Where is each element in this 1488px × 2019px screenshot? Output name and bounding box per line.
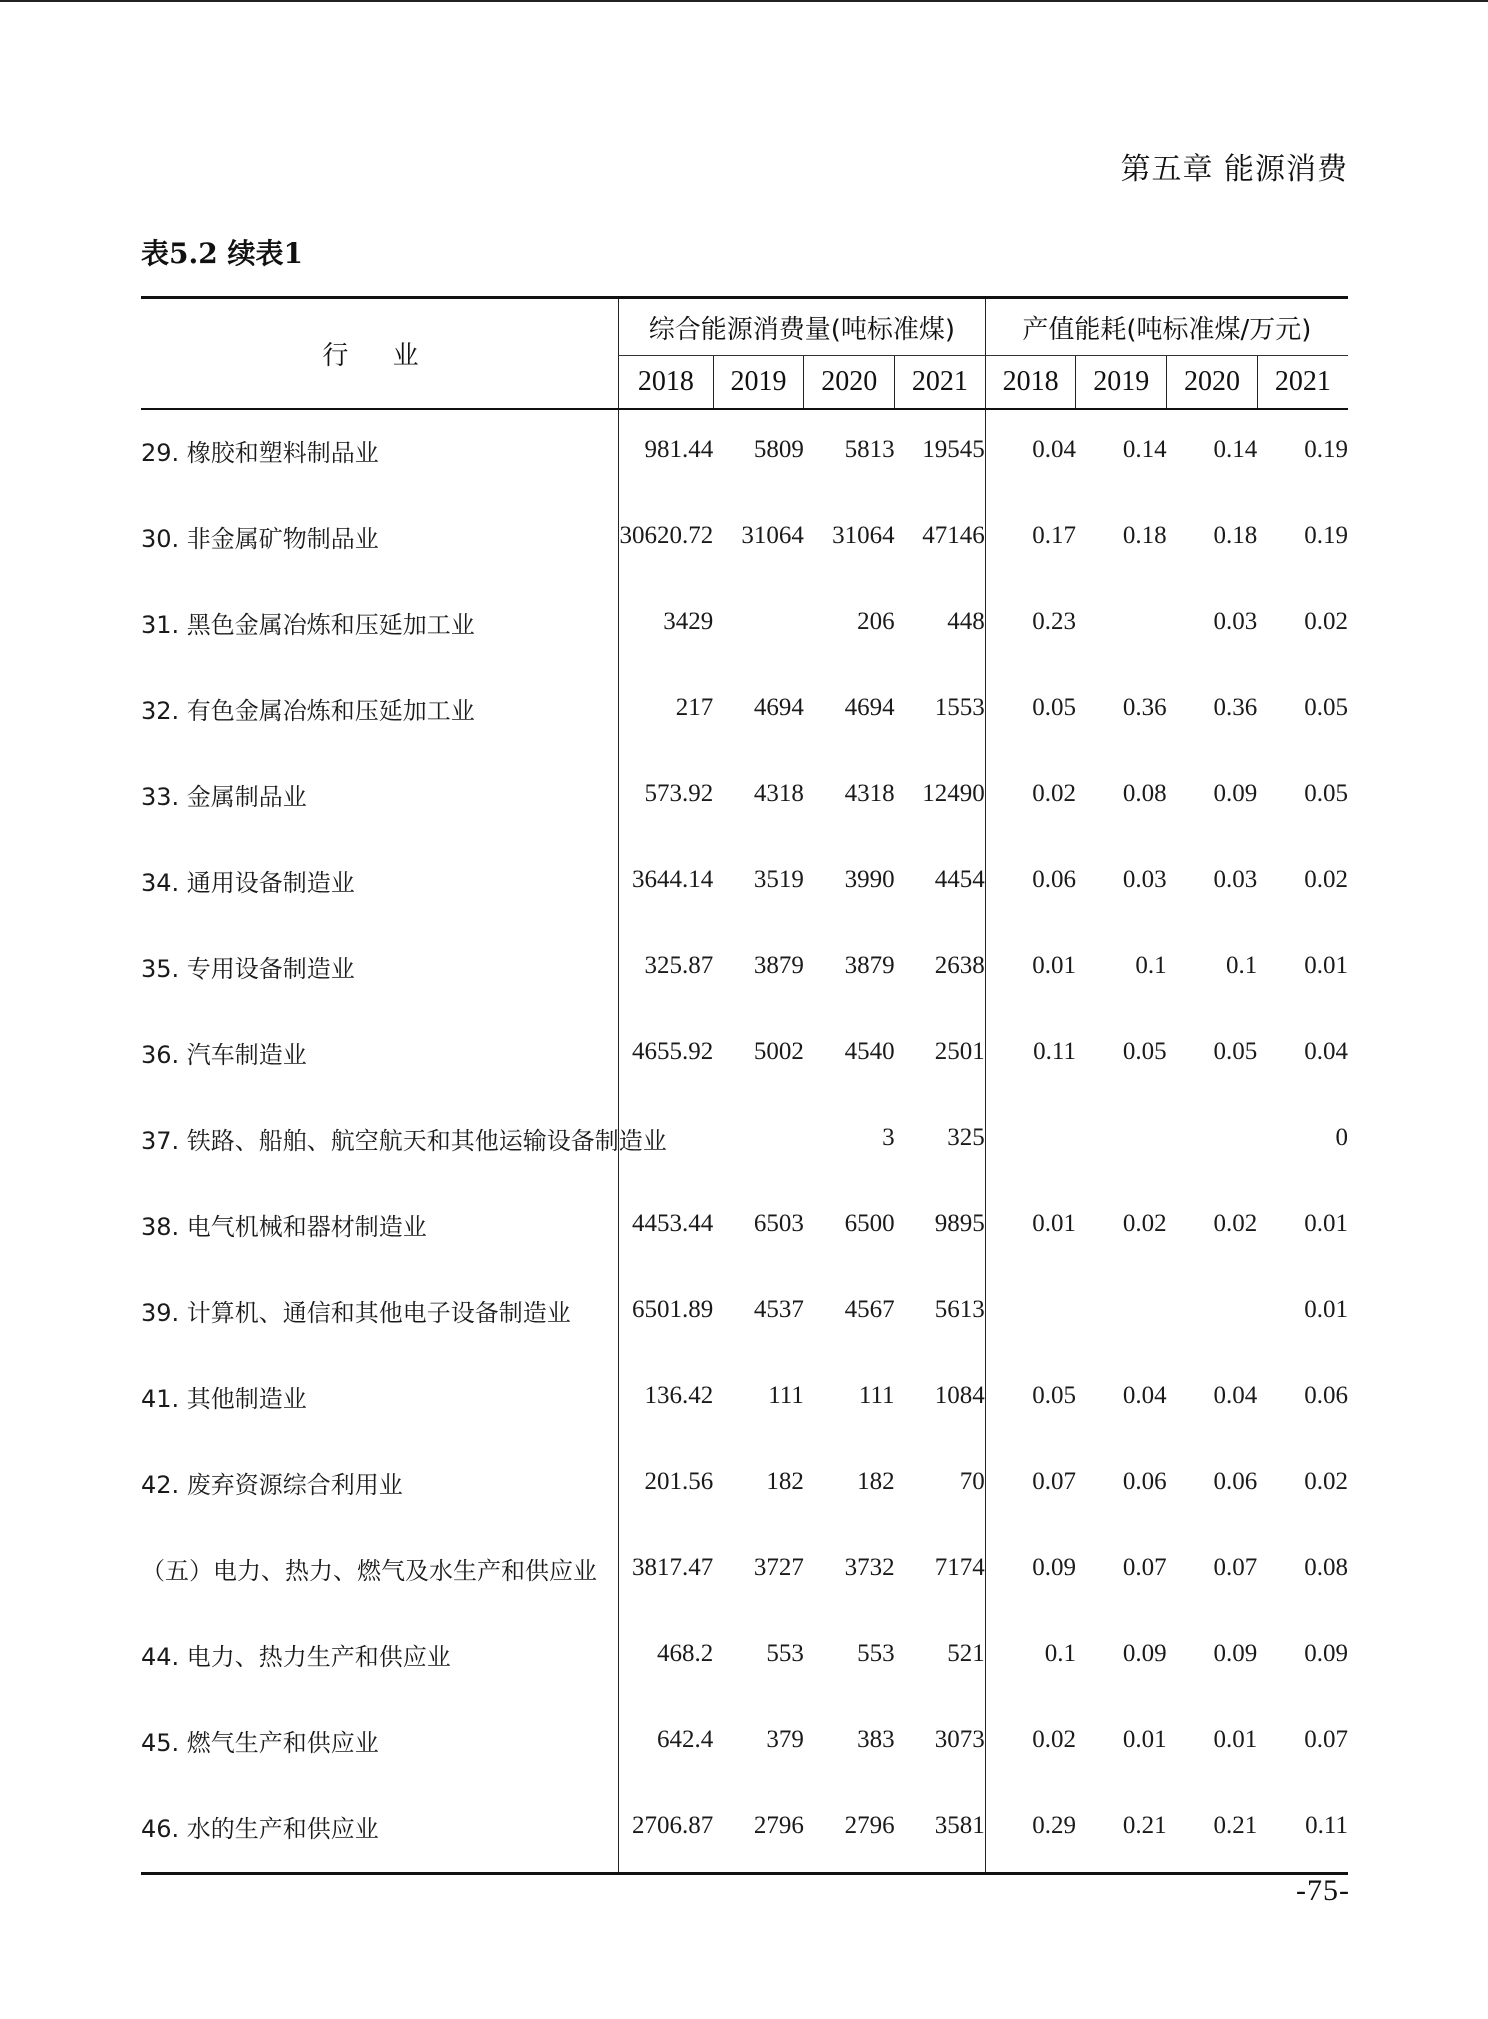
energy-consumption-cell: 47146 [922, 522, 985, 549]
industry-name-cell: 46. 水的生产和供应业 [141, 1786, 619, 1874]
energy-consumption-cell: 3727 [753, 1554, 804, 1581]
industry-name-cell: 45. 燃气生产和供应业 [141, 1728, 379, 1757]
energy-consumption-cell: 7174 [934, 1554, 985, 1581]
energy-intensity-cell: 0.01 [985, 926, 1076, 1012]
energy-consumption-cell: 111 [768, 1382, 804, 1409]
table-row [141, 1012, 1348, 1098]
energy-consumption-cell: 3879 [844, 952, 895, 979]
energy-intensity-cell: 0.17 [985, 496, 1076, 582]
year-header: 2021 [895, 356, 986, 410]
energy-intensity-cell: 0.05 [1304, 780, 1348, 807]
industry-name-cell: 31. 黑色金属冶炼和压延加工业 [141, 610, 475, 639]
energy-consumption-cell: 325.87 [619, 926, 714, 1012]
energy-consumption-cell: 9895 [934, 1210, 985, 1237]
energy-consumption-cell: 383 [857, 1726, 895, 1753]
energy-intensity-cell: 0.23 [985, 582, 1076, 668]
energy-consumption-cell: 325 [947, 1124, 985, 1151]
energy-intensity-cell: 0.05 [1213, 1038, 1258, 1065]
table-row [141, 668, 1348, 754]
energy-consumption-cell: 1553 [934, 694, 985, 721]
energy-intensity-cell: 0.1 [1226, 952, 1258, 979]
year-header: 2021 [1257, 356, 1348, 410]
energy-consumption-cell: 30620.72 [619, 496, 714, 582]
industry-name-cell: 32. 有色金属冶炼和压延加工业 [141, 696, 475, 725]
energy-intensity-cell: 0.29 [985, 1786, 1076, 1874]
energy-intensity-cell: 0.01 [1304, 952, 1348, 979]
energy-consumption-cell: 3429 [619, 582, 714, 668]
energy-intensity-cell: 0.06 [1213, 1468, 1258, 1495]
energy-consumption-table [141, 296, 1348, 1875]
energy-intensity-cell: 0.02 [1122, 1210, 1167, 1237]
energy-consumption-cell: 3990 [844, 866, 895, 893]
energy-intensity-cell: 0.09 [1213, 780, 1258, 807]
table-row [141, 1614, 1348, 1700]
table-title: 表5.2 续表1 [141, 237, 303, 270]
energy-consumption-cell: 1084 [934, 1382, 985, 1409]
energy-consumption-cell: 201.56 [619, 1442, 714, 1528]
table-row [141, 1442, 1348, 1528]
energy-intensity-cell: 0.03 [1213, 608, 1258, 635]
table-row [141, 926, 1348, 1012]
energy-consumption-cell: 468.2 [619, 1614, 714, 1700]
energy-intensity-cell: 0.04 [1122, 1382, 1167, 1409]
energy-consumption-cell: 2501 [934, 1038, 985, 1065]
energy-consumption-cell: 3644.14 [619, 840, 714, 926]
energy-intensity-cell: 0.03 [1122, 866, 1167, 893]
energy-consumption-cell: 111 [858, 1382, 895, 1409]
energy-consumption-cell: 3 [882, 1124, 895, 1151]
energy-intensity-cell: 0.14 [1213, 436, 1258, 463]
energy-consumption-cell: 2796 [713, 1786, 804, 1874]
energy-intensity-cell: 0.01 [1304, 1296, 1348, 1323]
table-row [141, 496, 1348, 582]
energy-intensity-cell: 0.09 [1122, 1640, 1167, 1667]
energy-consumption-cell: 6501.89 [619, 1270, 714, 1356]
energy-intensity-cell: 0.05 [985, 1356, 1076, 1442]
energy-consumption-cell: 3879 [753, 952, 804, 979]
energy-consumption-group-header: 综合能源消费量(吨标准煤) [619, 298, 986, 356]
energy-intensity-cell: 0.11 [985, 1012, 1076, 1098]
energy-consumption-cell: 4318 [844, 780, 895, 807]
table-row [141, 754, 1348, 840]
energy-consumption-cell: 553 [766, 1640, 804, 1667]
energy-consumption-cell: 19545 [922, 436, 985, 463]
industry-name-cell: 30. 非金属矿物制品业 [141, 524, 379, 553]
industry-name-cell: 37. 铁路、船舶、航空航天和其他运输设备制造业 [141, 1126, 667, 1155]
energy-intensity-cell: 0.36 [1122, 694, 1167, 721]
energy-intensity-cell: 0.1 [985, 1614, 1076, 1700]
energy-intensity-cell [985, 1098, 1076, 1184]
energy-consumption-cell: 4694 [844, 694, 895, 721]
table-row [141, 1184, 1348, 1270]
industry-name-cell: 36. 汽车制造业 [141, 1040, 307, 1069]
energy-intensity-cell: 0.07 [1304, 1726, 1348, 1753]
table-row [141, 1098, 1348, 1184]
table-row [141, 409, 1348, 496]
industry-name-cell: 35. 专用设备制造业 [141, 954, 355, 983]
energy-intensity-cell: 0.01 [1304, 1210, 1348, 1237]
energy-intensity-cell: 0.07 [1213, 1554, 1258, 1581]
energy-intensity-cell: 0.07 [1122, 1554, 1167, 1581]
energy-consumption-cell: 4540 [844, 1038, 895, 1065]
energy-consumption-cell: 4567 [844, 1296, 895, 1323]
energy-consumption-cell: 3073 [934, 1726, 985, 1753]
energy-intensity-cell [1167, 1270, 1258, 1356]
energy-intensity-cell: 0.1 [1135, 952, 1167, 979]
energy-consumption-cell: 5002 [753, 1038, 804, 1065]
energy-consumption-cell: 4453.44 [619, 1184, 714, 1270]
energy-consumption-cell [713, 1098, 804, 1184]
energy-consumption-cell: 379 [766, 1726, 804, 1753]
energy-intensity-cell: 0.18 [1122, 522, 1167, 549]
table-row [141, 840, 1348, 926]
industry-name-cell: 39. 计算机、通信和其他电子设备制造业 [141, 1298, 571, 1327]
year-header: 2020 [1167, 356, 1258, 410]
energy-consumption-cell: 642.4 [619, 1700, 714, 1786]
energy-intensity-cell: 0.19 [1304, 522, 1348, 549]
energy-consumption-cell: 4655.92 [619, 1012, 714, 1098]
table-row [141, 1270, 1348, 1356]
energy-intensity-cell: 0.02 [1304, 866, 1348, 893]
energy-intensity-cell: 0.09 [1304, 1640, 1348, 1667]
energy-intensity-cell: 0.02 [985, 1700, 1076, 1786]
industry-name-cell: 44. 电力、热力生产和供应业 [141, 1642, 451, 1671]
industry-name-cell: 38. 电气机械和器材制造业 [141, 1212, 427, 1241]
energy-consumption-cell: 3519 [753, 866, 804, 893]
energy-consumption-cell: 182 [857, 1468, 895, 1495]
energy-intensity-cell [1167, 1098, 1258, 1184]
energy-consumption-cell: 70 [959, 1468, 985, 1495]
energy-consumption-cell: 2796 [804, 1786, 895, 1874]
energy-intensity-cell [1076, 1098, 1167, 1184]
energy-consumption-cell: 2706.87 [619, 1786, 714, 1874]
page-number: -75- [1296, 1874, 1350, 1907]
year-header: 2019 [1076, 356, 1167, 410]
energy-intensity-cell: 0.09 [985, 1528, 1076, 1614]
energy-intensity-cell: 0.06 [1304, 1382, 1348, 1409]
energy-consumption-cell: 182 [766, 1468, 804, 1495]
energy-consumption-cell: 573.92 [619, 754, 714, 840]
table-row [141, 1700, 1348, 1786]
energy-intensity-cell: 0.02 [1304, 1468, 1348, 1495]
energy-consumption-cell: 12490 [922, 780, 985, 807]
energy-consumption-cell: 981.44 [619, 409, 714, 496]
table-row [141, 1356, 1348, 1442]
energy-consumption-cell: 3817.47 [619, 1528, 714, 1614]
energy-intensity-cell [985, 1270, 1076, 1356]
energy-intensity-cell: 0.05 [1304, 694, 1348, 721]
industry-name-cell: 41. 其他制造业 [141, 1384, 307, 1413]
energy-intensity-cell: 0.09 [1213, 1640, 1258, 1667]
energy-consumption-cell: 6503 [753, 1210, 804, 1237]
energy-consumption-cell: 206 [857, 608, 895, 635]
energy-intensity-cell: 0.19 [1304, 436, 1348, 463]
industry-name-cell: （五）电力、热力、燃气及水生产和供应业 [141, 1556, 597, 1585]
energy-intensity-cell: 0.04 [1213, 1382, 1258, 1409]
header-row-groups [141, 298, 1348, 356]
energy-consumption-cell: 5613 [934, 1296, 985, 1323]
energy-intensity-cell: 0.02 [1304, 608, 1348, 635]
energy-consumption-cell: 4454 [934, 866, 985, 893]
energy-intensity-cell: 0.05 [985, 668, 1076, 754]
energy-intensity-cell: 0 [1335, 1124, 1348, 1151]
energy-consumption-cell: 31064 [741, 522, 804, 549]
energy-intensity-cell: 0.18 [1213, 522, 1258, 549]
energy-consumption-cell: 4318 [753, 780, 804, 807]
industry-name-cell: 42. 废弃资源综合利用业 [141, 1470, 403, 1499]
energy-consumption-cell: 4694 [753, 694, 804, 721]
energy-intensity-cell: 0.11 [1257, 1786, 1348, 1874]
chapter-header: 第五章 能源消费 [1120, 152, 1348, 187]
energy-consumption-cell: 2638 [934, 952, 985, 979]
energy-intensity-cell: 0.03 [1213, 866, 1258, 893]
energy-intensity-cell: 0.14 [1122, 436, 1167, 463]
table-row [141, 582, 1348, 668]
energy-intensity-cell: 0.02 [985, 754, 1076, 840]
energy-consumption-cell: 4537 [753, 1296, 804, 1323]
energy-consumption-cell: 136.42 [619, 1356, 714, 1442]
energy-consumption-cell [713, 582, 804, 668]
energy-intensity-cell: 0.08 [1304, 1554, 1348, 1581]
energy-consumption-cell: 5809 [753, 436, 804, 463]
energy-intensity-cell [1076, 1270, 1167, 1356]
energy-intensity-cell: 0.04 [985, 409, 1076, 496]
energy-intensity-cell: 0.08 [1122, 780, 1167, 807]
industry-name-cell: 29. 橡胶和塑料制品业 [141, 438, 379, 467]
energy-consumption-cell: 3732 [844, 1554, 895, 1581]
table-body [141, 409, 1348, 1874]
top-border-rule [0, 0, 1488, 2]
energy-intensity-cell: 0.06 [1122, 1468, 1167, 1495]
year-header: 2020 [804, 356, 895, 410]
energy-consumption-cell: 448 [947, 608, 985, 635]
energy-intensity-cell: 0.01 [1122, 1726, 1167, 1753]
energy-intensity-cell: 0.01 [985, 1184, 1076, 1270]
year-header: 2018 [985, 356, 1076, 410]
industry-column-header: 行 业 [141, 298, 619, 410]
energy-consumption-cell: 31064 [832, 522, 895, 549]
energy-consumption-cell: 217 [619, 668, 714, 754]
energy-intensity-group-header: 产值能耗(吨标准煤/万元) [985, 298, 1348, 356]
energy-intensity-cell: 0.04 [1304, 1038, 1348, 1065]
table-row [141, 1786, 1348, 1874]
energy-intensity-cell: 0.01 [1213, 1726, 1258, 1753]
energy-intensity-cell: 0.21 [1167, 1786, 1258, 1874]
energy-consumption-cell: 5813 [844, 436, 895, 463]
energy-consumption-cell: 6500 [844, 1210, 895, 1237]
energy-intensity-cell: 0.07 [985, 1442, 1076, 1528]
year-header: 2019 [713, 356, 804, 410]
energy-intensity-cell [1076, 582, 1167, 668]
energy-consumption-cell: 3581 [895, 1786, 986, 1874]
energy-intensity-cell: 0.36 [1213, 694, 1258, 721]
industry-name-cell: 33. 金属制品业 [141, 782, 307, 811]
year-header: 2018 [619, 356, 714, 410]
table-row [141, 1528, 1348, 1614]
energy-consumption-cell: 553 [857, 1640, 895, 1667]
energy-intensity-cell: 0.06 [985, 840, 1076, 926]
energy-intensity-cell: 0.21 [1076, 1786, 1167, 1874]
energy-intensity-cell: 0.02 [1213, 1210, 1258, 1237]
energy-intensity-cell: 0.05 [1122, 1038, 1167, 1065]
industry-name-cell: 34. 通用设备制造业 [141, 868, 355, 897]
energy-consumption-cell: 521 [947, 1640, 985, 1667]
